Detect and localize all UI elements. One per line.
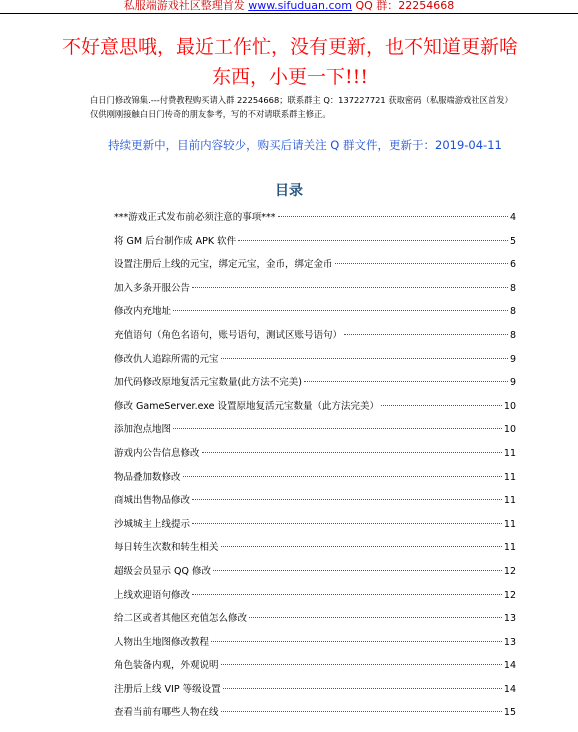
toc-entry-label: 修改仇人追踪所需的元宝 [114,353,219,365]
info-paragraph: 白日门修改锦集.---付费教程购买请入群 22254668；联系群主 Q：137227721 获取密码（私服端游戏社区首发）仅供刚刚接触白日门传奇的朋友参考，写的不对请联系群主修正。 [90,95,513,119]
toc-dot-leader [335,263,508,264]
toc-dot-leader [173,428,502,429]
table-of-contents [114,206,516,725]
toc-entry-page-number: 11 [503,447,516,459]
toc-entry[interactable] [114,489,516,513]
toc-dot-leader [211,641,502,642]
toc-entry-page-number: 14 [503,683,516,695]
toc-dot-leader [192,523,502,524]
toc-entry[interactable] [114,348,516,372]
toc-entry-page-number: 10 [503,400,516,412]
toc-entry-page-number: 8 [509,306,516,318]
toc-entry[interactable] [114,607,516,631]
toc-entry[interactable] [114,206,516,230]
toc-entry-label: 人物出生地图修改教程 [114,636,210,648]
toc-entry-page-number: 9 [509,377,516,389]
toc-entry-label: 查看当前有哪些人物在线 [114,707,219,719]
toc-entry-page-number: 8 [509,282,516,294]
toc-entry-label: 商城出售物品修改 [114,495,191,507]
toc-entry-label: 角色装备内观，外观说明 [114,660,219,672]
toc-entry-page-number: 11 [503,518,516,530]
toc-dot-leader [221,546,502,547]
toc-entry-page-number: 11 [503,471,516,483]
toc-entry-label: 给二区或者其他区充值怎么修改 [114,613,248,625]
toc-entry[interactable] [114,300,516,324]
toc-entry-page-number: 12 [503,589,516,601]
toc-dot-leader [192,499,502,500]
toc-dot-leader [223,688,502,689]
header-suffix: QQ 群：22254668 [351,0,455,12]
toc-entry[interactable] [114,230,516,254]
toc-entry-label: 物品叠加数修改 [114,471,181,483]
toc-entry[interactable] [114,654,516,678]
toc-entry-page-number: 13 [503,636,516,648]
toc-entry[interactable] [114,253,516,277]
toc-entry-page-number: 12 [503,565,516,577]
toc-entry-label: 游戏内公告信息修改 [114,447,200,459]
toc-entry-page-number: 10 [503,424,516,436]
toc-entry-label: 将 GM 后台制作成 APK 软件 [114,235,237,247]
toc-entry-page-number: 11 [503,495,516,507]
toc-entry-label: 注册后上线 VIP 等级设置 [114,683,221,695]
toc-dot-leader [238,240,508,241]
toc-dot-leader [213,570,502,571]
toc-title: 目录 [275,183,303,199]
toc-entry-label: 沙城城主上线提示 [114,518,191,530]
toc-entry-label: 添加泡点地图 [114,424,172,436]
toc-entry-label: 修改内充地址 [114,306,172,318]
header-prefix: 私服端游戏社区整理首发 [123,0,249,12]
toc-dot-leader [278,216,508,217]
update-note: 持续更新中，目前内容较少，购买后请关注 Q 群文件，更新于：2019-04-11 [108,138,502,152]
toc-entry-page-number: 13 [503,613,516,625]
toc-entry[interactable] [114,678,516,702]
toc-dot-leader [221,664,502,665]
toc-entry-page-number: 5 [509,235,516,247]
toc-dot-leader [202,452,502,453]
toc-dot-leader [381,405,502,406]
toc-dot-leader [344,334,508,335]
toc-entry[interactable] [114,701,516,725]
toc-entry-page-number: 14 [503,660,516,672]
toc-dot-leader [183,476,502,477]
toc-entry-page-number: 9 [509,353,516,365]
toc-entry[interactable] [114,466,516,490]
toc-entry[interactable] [114,277,516,301]
toc-entry-label: 充值语句（角色名语句，账号语句，测试区账号语句） [114,329,343,341]
header-site-link[interactable]: www.sifuduan.com [248,0,352,12]
toc-entry[interactable] [114,442,516,466]
toc-entry[interactable] [114,371,516,395]
toc-entry-label: 设置注册后上线的元宝，绑定元宝，金币，绑定金币 [114,259,333,271]
toc-entry[interactable] [114,631,516,655]
page-header [0,0,578,14]
toc-entry-label: 每日转生次数和转生相关 [114,542,219,554]
toc-entry-label: 修改 GameServer.exe 设置原地复活元宝数量（此方法完美） [114,400,379,412]
toc-entry-page-number: 15 [503,707,516,719]
toc-dot-leader [221,711,502,712]
toc-entry-label: 加代码修改原地复活元宝数量(此方法不完美) [114,377,302,389]
toc-dot-leader [192,594,502,595]
toc-entry-page-number: 11 [503,542,516,554]
toc-entry[interactable] [114,418,516,442]
toc-dot-leader [304,381,508,382]
notice-heading: 不好意思哦，最近工作忙，没有更新，也不知道更新啥东西，小更一下!!! [61,36,518,88]
toc-dot-leader [192,287,508,288]
toc-entry-page-number: 8 [509,329,516,341]
toc-entry-page-number: 6 [509,259,516,271]
toc-entry[interactable] [114,395,516,419]
toc-entry-label: 超级会员显示 QQ 修改 [114,565,211,577]
toc-dot-leader [221,358,508,359]
toc-entry-page-number: 4 [509,212,516,223]
toc-entry[interactable] [114,513,516,537]
toc-entry-label: 上线欢迎语句修改 [114,589,191,601]
toc-entry-label: ***游戏正式发布前必须注意的事项*** [114,212,276,223]
toc-entry-label: 加入多条开服公告 [114,282,191,294]
toc-entry[interactable] [114,324,516,348]
toc-dot-leader [173,310,508,311]
toc-entry[interactable] [114,560,516,584]
toc-entry[interactable] [114,536,516,560]
toc-entry[interactable] [114,584,516,608]
toc-dot-leader [249,617,502,618]
